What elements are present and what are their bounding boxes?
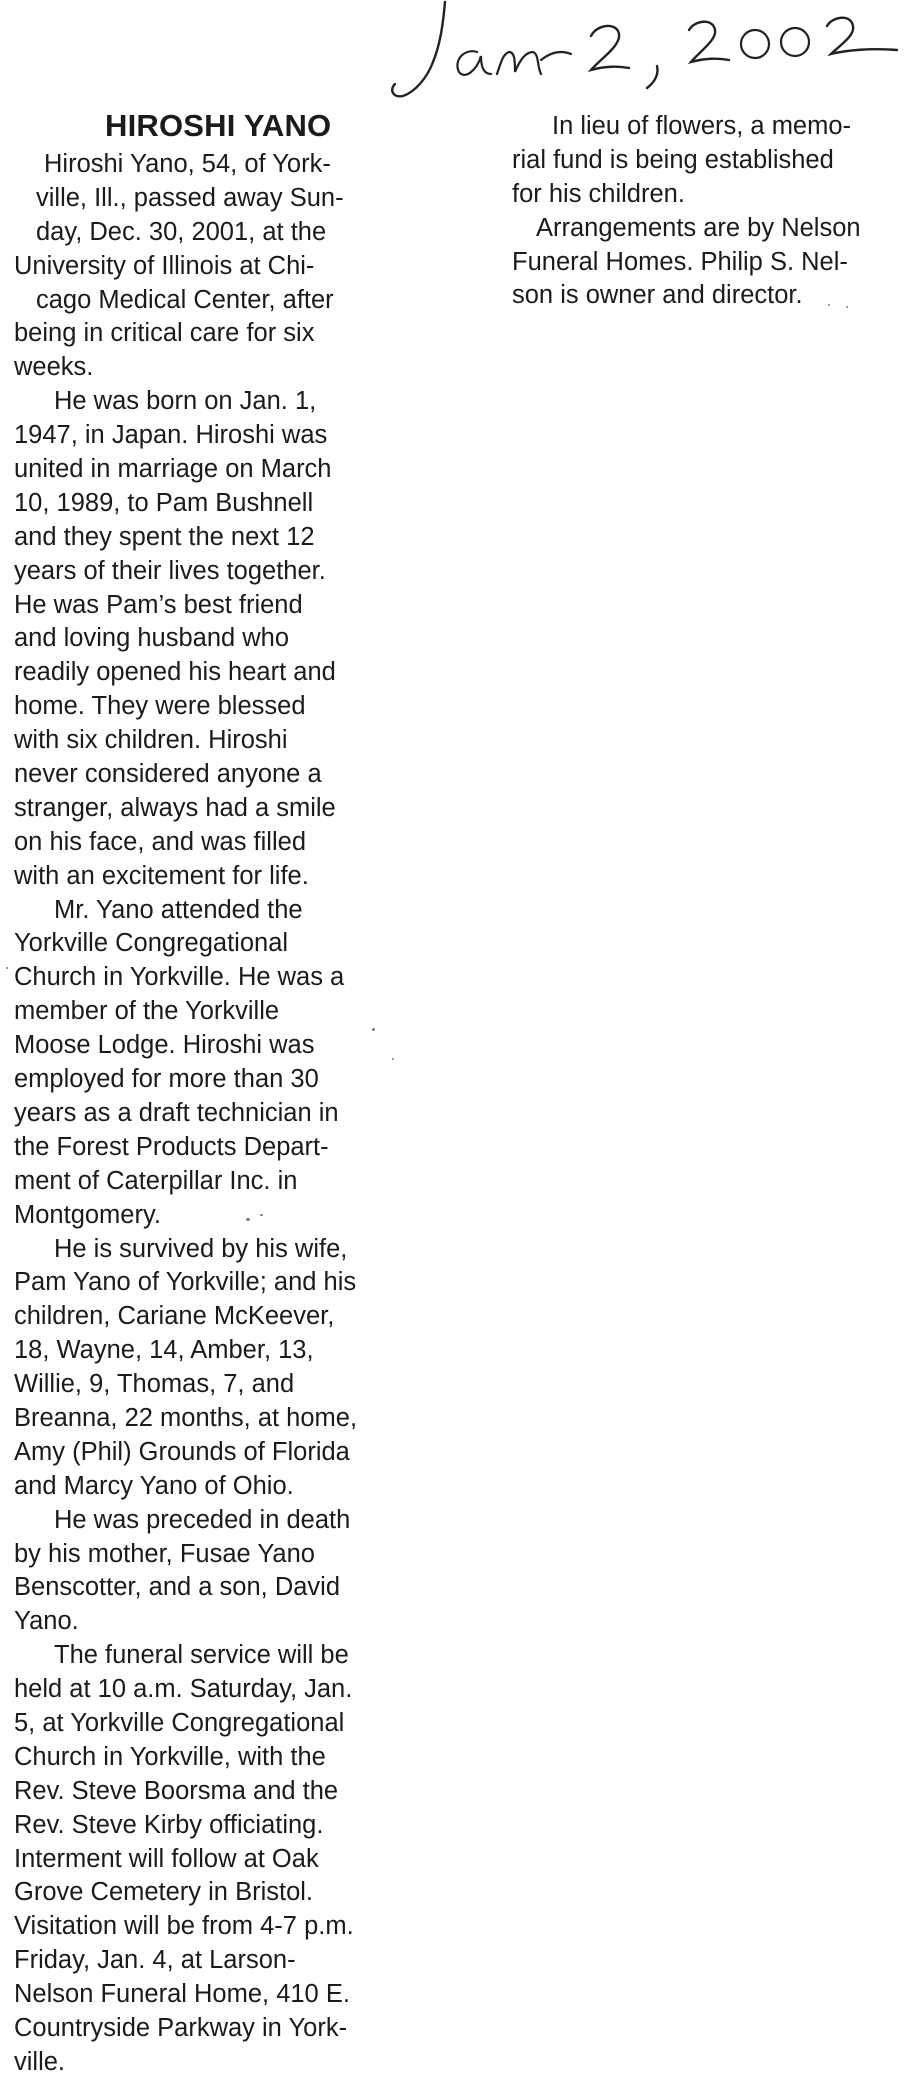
text-line: 1947, in Japan. Hiroshi was [14,421,328,450]
text-line: Arrangements are by Nelson [536,213,861,242]
text-line: He was Pam’s best friend [14,590,303,619]
text-line: Montgomery. [14,1200,161,1229]
text-line: ville. [14,2047,66,2076]
text-line: being in critical care for six [14,319,315,348]
text-line: with six children. Hiroshi [14,726,288,755]
text-line: home. They were blessed [14,692,306,721]
text-line: Hiroshi Yano, 54, of York- [44,150,331,178]
text-line: ment of Caterpillar Inc. in [14,1166,298,1195]
scan-speck [372,1028,375,1031]
text-line: years of their lives together. [14,556,326,585]
text-line: ville, Ill., passed away Sun- [36,183,344,212]
text-line: Church in Yorkville, with the [14,1742,326,1771]
scan-speck [260,1214,263,1216]
text-line: the Forest Products Depart- [14,1132,329,1161]
scan-speck [846,306,848,308]
text-line: and loving husband who [14,624,290,653]
text-line: 18, Wayne, 14, Amber, 13, [14,1336,314,1365]
text-line: Rev. Steve Kirby officiating. [14,1810,324,1839]
text-line: Pam Yano of Yorkville; and his [14,1268,357,1297]
text-line: Funeral Homes. Philip S. Nel- [512,247,848,276]
text-line: weeks. [14,353,94,382]
text-line: Countryside Parkway in York- [14,2013,348,2042]
obituary-body-left-column [14,148,414,2080]
text-line: Benscotter, and a son, David [14,1573,341,1602]
obituary-body-right-column [512,110,902,313]
text-line: Yano. [14,1607,79,1636]
text-line: by his mother, Fusae Yano [14,1539,315,1568]
scan-speck [828,304,830,306]
text-line: united in marriage on March [14,455,332,484]
text-line: He is survived by his wife, [54,1234,348,1263]
text-line: and they spent the next 12 [14,522,315,551]
text-line: He was born on Jan. 1, [54,387,317,416]
text-line: Rev. Steve Boorsma and the [14,1776,339,1805]
text-line: He was preceded in death [54,1505,351,1534]
text-line: held at 10 a.m. Saturday, Jan. [14,1675,353,1704]
text-line: Willie, 9, Thomas, 7, and [14,1370,295,1399]
text-line: 5, at Yorkville Congregational [14,1708,345,1737]
text-line: and Marcy Yano of Ohio. [14,1471,294,1500]
text-line: Breanna, 22 months, at home, [14,1403,358,1432]
text-line: day, Dec. 30, 2001, at the [36,217,327,246]
text-line: children, Cariane McKeever, [14,1302,335,1331]
text-line: Moose Lodge. Hiroshi was [14,1031,315,1060]
scan-speck [246,1218,250,1221]
text-line: Yorkville Congregational [14,929,289,958]
text-line: with an excitement for life. [14,861,309,890]
text-line: Interment will follow at Oak [14,1844,319,1873]
text-line: The funeral service will be [54,1641,349,1670]
handwritten-date [385,0,905,100]
text-line: rial fund is being established [512,145,834,174]
text-line: Amy (Phil) Grounds of Florida [14,1437,350,1466]
text-line: Visitation will be from 4-7 p.m. [14,1912,354,1941]
text-line: 10, 1989, to Pam Bushnell [14,488,314,517]
text-line: cago Medical Center, after [36,285,334,314]
obituary-headline: HIROSHI YANO [105,108,332,143]
text-line: never considered anyone a [14,760,322,789]
scan-speck [392,1058,394,1060]
text-line: Friday, Jan. 4, at Larson- [14,1946,296,1975]
text-line: stranger, always had a smile [14,793,336,822]
text-line: employed for more than 30 [14,1065,319,1094]
text-line: Mr. Yano attended the [54,895,303,924]
text-line: years as a draft technician in [14,1098,339,1127]
text-line: In lieu of flowers, a memo- [552,112,852,140]
text-line: readily opened his heart and [14,658,336,687]
text-line: on his face, and was filled [14,827,307,856]
text-line: for his children. [512,179,685,208]
scan-speck [6,967,8,969]
text-line: University of Illinois at Chi- [14,251,315,280]
text-line: son is owner and director. [512,281,803,310]
text-line: Church in Yorkville. He was a [14,963,345,992]
text-line: Grove Cemetery in Bristol. [14,1878,314,1907]
text-line: Nelson Funeral Home, 410 E. [14,1980,350,2009]
text-line: member of the Yorkville [14,997,280,1026]
